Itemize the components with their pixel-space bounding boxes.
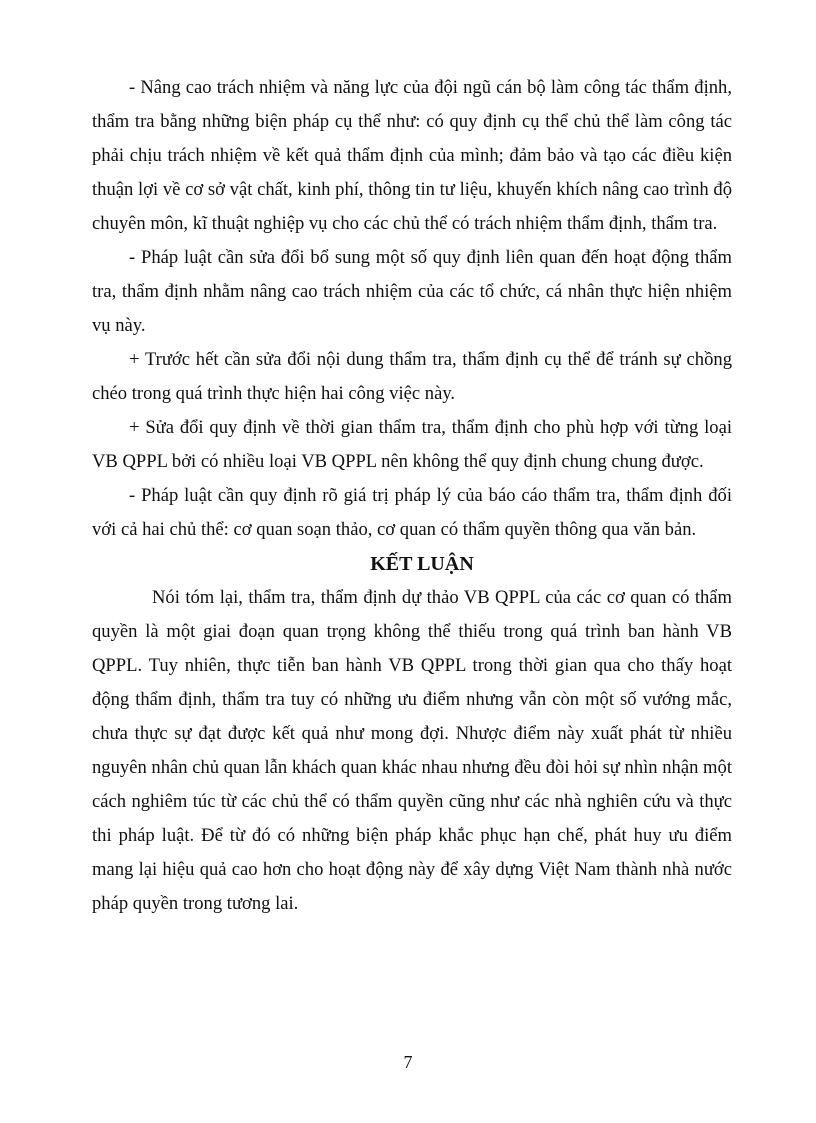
paragraph-legal-value: - Pháp luật cần quy định rõ giá trị pháp lý của báo cáo thẩm tra, thẩm định đối với cả hai chủ thể: cơ quan soạn thảo, cơ quan có thẩm quyền thông qua văn bản. [92, 485, 732, 540]
body-text [92, 71, 732, 921]
paragraph-law-amendment: - Pháp luật cần sửa đổi bổ sung một số quy định liên quan đến hoạt động thẩm tra, thẩm định nhằm nâng cao trách nhiệm của các tổ chức, cá nhân thực hiện nhiệm vụ này. [92, 247, 732, 336]
paragraph-content-amendment: + Trước hết cần sửa đổi nội dung thẩm tra, thẩm định cụ thể để tránh sự chồng chéo trong quá trình thực hiện hai công việc này. [92, 349, 732, 404]
conclusion-paragraph: Nói tóm lại, thẩm tra, thẩm định dự thảo VB QPPL của các cơ quan có thẩm quyền là một giai đoạn quan trọng không thể thiếu trong quá trình ban hành VB QPPL. Tuy nhiên, thực tiễn ban hành VB QPPL trong thời gian qua cho thấy hoạt động thẩm định, thẩm tra tuy có những ưu điểm nhưng vẫn còn một số vướng mắc, chưa thực sự đạt được kết quả như mong đợi. Nhược điểm này xuất phát từ nhiều nguyên nhân chủ quan lẫn khách quan khác nhau nhưng đều đòi hỏi sự nhìn nhận một cách nghiêm túc từ các chủ thể có thẩm quyền cũng như các nhà nghiên cứu và thực thi pháp luật. Để từ đó có những biện pháp khắc phục hạn chế, phát huy ưu điểm mang lại hiệu quả cao hơn cho hoạt động này để xây dựng Việt Nam thành nhà nước pháp quyền trong tương lai. [92, 587, 732, 914]
paragraph-capacity-improvement: - Nâng cao trách nhiệm và năng lực của đội ngũ cán bộ làm công tác thẩm định, thẩm tra bằng những biện pháp cụ thể như: có quy định cụ thể chủ thể làm công tác phải chịu trách nhiệm về kết quả thẩm định của mình; đảm bảo và tạo các điều kiện thuận lợi về cơ sở vật chất, kinh phí, thông tin tư liệu, khuyến khích nâng cao trình độ chuyên môn, kĩ thuật nghiệp vụ cho các chủ thể có trách nhiệm thẩm định, thẩm tra. [92, 77, 732, 234]
paragraph-time-amendment: + Sửa đổi quy định về thời gian thẩm tra, thẩm định cho phù hợp với từng loại VB QPPL bởi có nhiều loại VB QPPL nên không thể quy định chung chung được. [92, 417, 732, 472]
conclusion-heading: KẾT LUẬN [370, 553, 474, 575]
page-number: 7 [403, 1052, 413, 1072]
